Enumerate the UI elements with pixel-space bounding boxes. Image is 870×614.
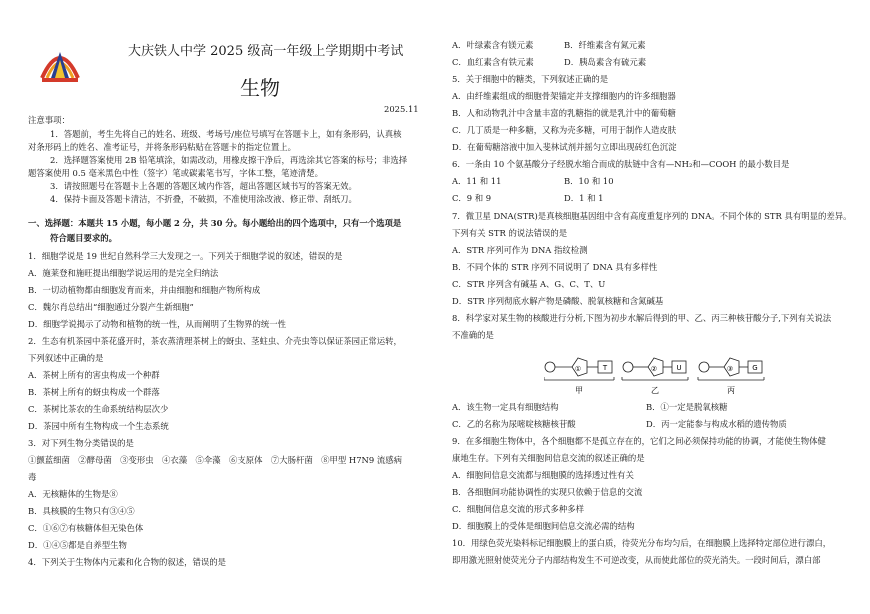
option-line: B．纤维素含有氮元素 [564,40,646,50]
question-line: 10．用绿色荧光染料标记细胞膜上的蛋白质，待荧光分布均匀后，在细胞膜上选择特定部位进行漂白， [452,538,832,548]
section-heading-cont: 符合题目要求的。 [50,233,117,243]
question-line: 9．在多细胞生物体中，各个细胞都不是孤立存在的，它们之间必须保持功能的协调，才能使生物体健 [452,436,826,446]
nucleotide-yi [623,358,686,376]
option-line: B．不同个体的 STR 序列不同说明了 DNA 具有多样性 [452,262,658,272]
option-line: B．①一定是脱氧核糖 [646,402,728,412]
option-line: D．胰岛素含有硫元素 [564,57,647,67]
option-line: B．人和动物乳汁中含量丰富的乳糖指的就是乳汁中的葡萄糖 [452,108,676,118]
option-line: D．细胞学说揭示了动物和植物的统一性，从而阐明了生物界的统一性 [28,319,286,329]
question-line: ①颤蓝细菌 ②酵母菌 ③变形虫 ④衣藻 ⑤伞藻 ⑥支原体 ⑦大肠杆菌 ⑧甲型 H7N9 流感病 [28,455,402,465]
option-line: C．乙的名称为尿嘧啶核糖核苷酸 [452,419,576,429]
question-line: 3．对下列生物分类错误的是 [28,438,134,448]
base-label: T [602,364,608,372]
option-line: C．细胞间信息交流的形式多种多样 [452,504,585,514]
question-line: 即用激光照射使荧光分子内部结构发生不可逆改变，从而使此部位的荧光消失。一段时间后，漂白部 [452,555,821,565]
question-line: 下列叙述中正确的是 [28,353,104,363]
option-line: C．茶树比茶农的生命系统结构层次少 [28,404,169,414]
notice-heading: 注意事项： [28,115,70,125]
question-line: 1．细胞学说是 19 世纪自然科学三大发现之一。下列关于细胞学说的叙述，错误的是 [28,251,343,261]
option-line: D．STR 序列彻底水解产物是磷酸、脱氧核糖和含氮碱基 [452,296,664,306]
question-line: 7．微卫星 DNA(STR)是真核细胞基因组中含有高度重复序列的 DNA。不同个体的 STR 具有明显的差异。 [452,211,852,221]
option-line: A．茶树上所有的害虫构成一个种群 [28,370,160,380]
notice-line: 题答案使用 0.5 毫米黑色中性（签字）笔或碳素笔书写，字体工整，笔迹清楚。 [28,168,324,178]
option-line: C．STR 序列含有碱基 A、G、C、T、U [452,279,606,289]
question-line: 8．科学家对某生物的核酸进行分析,下图为初步水解后得到的甲、乙、丙三种核苷酸分子,下列有关说法 [452,313,832,323]
option-line: B．10 和 10 [564,176,614,186]
figure-label-yi: 乙 [651,386,659,395]
question-line: 毒 [28,472,37,482]
question-line: 6．一条由 10 个氨基酸分子经脱水缩合而成的肽链中含有—NH₂和—COOH 的最小数目是 [452,159,790,169]
option-line: C．魏尔肖总结出“细胞通过分裂产生新细胞” [28,302,194,312]
option-line: A．施莱登和施旺提出细胞学说运用的是完全归纳法 [28,268,219,278]
question-line: 康地生存。下列有关细胞间信息交流的叙述正确的是 [452,453,645,463]
exam-date: 2025.11 [384,104,419,114]
option-line: D．茶园中所有生物构成一个生态系统 [28,421,169,431]
option-line: A．叶绿素含有镁元素 [452,40,534,50]
option-line: D．①④⑤都是自养型生物 [28,540,127,550]
option-line: C．9 和 9 [452,193,492,203]
notice-line: 4．保持卡面及答题卡清洁，不折叠，不破损，不准使用涂改液、修正带、刮纸刀。 [50,194,357,204]
question-line: 4．下列关于生物体内元素和化合物的叙述，错误的是 [28,557,226,567]
option-line: D．细胞膜上的受体是细胞间信息交流必需的结构 [452,521,635,531]
option-line: B．茶树上所有的蚜虫构成一个群落 [28,387,160,397]
option-line: B．各细胞间功能协调性的实现只依赖于信息的交流 [452,487,643,497]
question-line: 2．生态有机茶园中茶花盛开时，茶农蒸清理茶树上的蚜虫、茎蛀虫、介壳虫等以保证茶园正常运转， [28,336,402,346]
notice-line: 1．答题前，考生先将自己的姓名、班级、考场号/座位号填写在答题卡上，如有条形码，认真核 [50,129,402,139]
option-line: A．由纤维素组成的细胞骨架锚定并支撑细胞内的许多细胞器 [452,91,676,101]
option-line: D．1 和 1 [564,193,604,203]
exam-title: 大庆铁人中学 2025 级高一年级上学期期中考试 [128,44,404,59]
nucleotide-bing [699,358,762,376]
option-line: B．具核膜的生物只有③④⑤ [28,506,135,516]
option-line: B．一切动植物都由细胞发育而来，并由细胞和细胞产物所构成 [28,285,261,295]
option-line: D．丙一定能参与构成水稻的遗传物质 [646,419,787,429]
question-line: 5．关于细胞中的糖类，下列叙述正确的是 [452,74,609,84]
number-label: ① [574,365,582,373]
school-logo-icon [38,44,82,88]
option-line: A．该生物一定具有细胞结构 [452,402,559,412]
nucleotide-figure [544,349,774,399]
subject-title: 生物 [240,76,280,100]
option-line: C．血红素含有铁元素 [452,57,534,67]
notice-line: 对条形码上的姓名、准考证号，并将条形码粘贴在答题卡的指定位置上。 [28,142,296,152]
notice-line: 3．请按照题号在答题卡上各题的答题区域内作答，超出答题区域书写的答案无效。 [50,181,357,191]
question-line: 不准确的是 [452,330,494,340]
option-line: C．几丁质是一种多糖，又称为壳多糖，可用于制作人造皮肤 [452,125,677,135]
number-label: ② [650,365,658,373]
figure-label-bing: 丙 [727,386,735,395]
question-line: 下列有关 STR 的说法错误的是 [452,228,568,238]
nucleotide-jia [545,358,612,376]
option-line: A．STR 序列可作为 DNA 指纹检测 [452,245,588,255]
base-label: G [752,364,758,372]
option-line: A．细胞间信息交流都与细胞膜的选择透过性有关 [452,470,634,480]
option-line: A．11 和 11 [452,176,502,186]
section-heading: 一、选择题：本题共 15 小题，每小题 2 分，共 30 分。每小题给出的四个选项中，只有一个选项是 [28,218,402,228]
figure-label-jia: 甲 [575,386,583,395]
option-line: D．在葡萄糖溶液中加入斐林试剂并摇匀立即出现砖红色沉淀 [452,142,677,152]
notice-line: 2．选择题答案使用 2B 铅笔填涂，如需改动，用橡皮擦干净后，再选涂其它答案的标号；非选择 [50,155,408,165]
option-line: C．①⑥⑦有核糖体但无染色体 [28,523,144,533]
base-label: U [676,364,682,372]
number-label: ③ [726,365,734,373]
option-line: A．无核糖体的生物是⑧ [28,489,118,499]
